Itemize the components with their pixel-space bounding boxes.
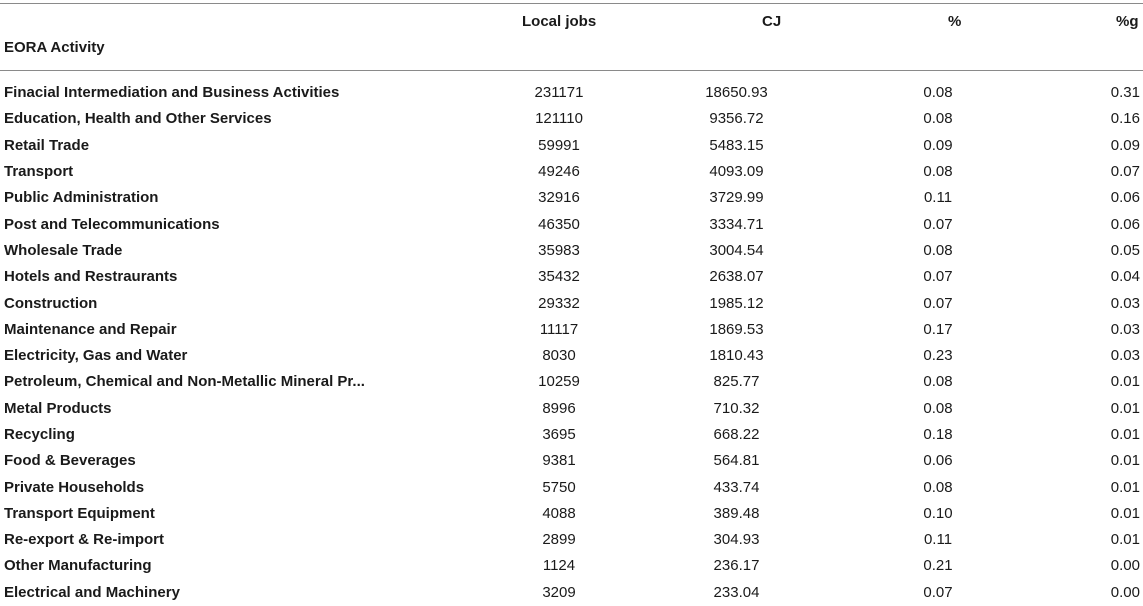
cell-percent: 0.08 bbox=[923, 399, 953, 417]
cell-cj: 1810.43 bbox=[709, 347, 764, 365]
cell-activity: Hotels and Restraurants bbox=[4, 268, 178, 286]
cell-activity: Re-export & Re-import bbox=[4, 531, 165, 549]
cell-cj: 2638.07 bbox=[709, 268, 764, 286]
cell-cj: 389.48 bbox=[713, 504, 760, 522]
cell-percent: 0.11 bbox=[923, 531, 953, 549]
cell-cj: 710.32 bbox=[713, 399, 760, 417]
cell-cj: 9356.72 bbox=[709, 110, 764, 128]
cell-percent: 0.23 bbox=[923, 347, 953, 365]
header-percent-g: %g bbox=[1116, 13, 1139, 30]
cell-local-jobs: 4088 bbox=[542, 504, 576, 522]
header-eora-activity: EORA Activity bbox=[4, 39, 105, 56]
cell-percent: 0.09 bbox=[923, 136, 953, 154]
cell-percent: 0.18 bbox=[923, 426, 953, 443]
table-row bbox=[0, 448, 1143, 474]
cell-percent: 0.07 bbox=[923, 294, 953, 312]
table-row bbox=[0, 80, 1143, 106]
cell-cj: 4093.09 bbox=[709, 163, 764, 181]
cell-percent: 0.08 bbox=[923, 84, 953, 102]
cell-percent-g: 0.31 bbox=[1110, 84, 1140, 102]
table-row bbox=[0, 133, 1143, 159]
cell-percent-g: 0.05 bbox=[1110, 241, 1140, 259]
cell-cj: 18650.93 bbox=[705, 84, 768, 102]
table-row bbox=[0, 580, 1143, 606]
cell-local-jobs: 11117 bbox=[539, 320, 579, 338]
table-row bbox=[0, 106, 1143, 132]
table-row bbox=[0, 290, 1143, 316]
cell-percent: 0.11 bbox=[923, 189, 953, 207]
cell-percent-g: 0.06 bbox=[1110, 189, 1140, 207]
cell-local-jobs: 3209 bbox=[542, 583, 576, 601]
cell-activity: Recycling bbox=[4, 426, 75, 443]
cell-percent-g: 0.04 bbox=[1110, 268, 1140, 286]
cell-cj: 233.04 bbox=[713, 583, 760, 601]
cell-cj: 5483.15 bbox=[709, 136, 764, 154]
cell-percent-g: 0.01 bbox=[1110, 478, 1140, 496]
cell-percent-g: 0.01 bbox=[1110, 504, 1140, 522]
cell-cj: 236.17 bbox=[713, 557, 760, 575]
cell-percent: 0.08 bbox=[923, 241, 953, 259]
table-row bbox=[0, 553, 1143, 579]
cell-activity: Retail Trade bbox=[4, 136, 90, 154]
table-row bbox=[0, 238, 1143, 264]
cell-activity: Metal Products bbox=[4, 399, 112, 417]
cell-percent-g: 0.00 bbox=[1110, 557, 1140, 575]
cell-cj: 3729.99 bbox=[709, 189, 764, 207]
cell-local-jobs: 10259 bbox=[538, 373, 580, 391]
cell-activity: Petroleum, Chemical and Non-Metallic Mineral Pr... bbox=[4, 373, 365, 391]
cell-activity: Post and Telecommunications bbox=[4, 215, 220, 233]
cell-percent-g: 0.07 bbox=[1110, 163, 1140, 181]
table-row bbox=[0, 317, 1143, 343]
cell-local-jobs: 3695 bbox=[542, 426, 576, 443]
cell-percent: 0.08 bbox=[923, 110, 953, 128]
cell-percent-g: 0.03 bbox=[1110, 347, 1140, 365]
table-row bbox=[0, 369, 1143, 395]
cell-percent: 0.07 bbox=[923, 215, 953, 233]
cell-percent: 0.21 bbox=[923, 557, 953, 575]
table-row bbox=[0, 422, 1143, 448]
cell-activity: Maintenance and Repair bbox=[4, 320, 177, 338]
cell-activity: Finacial Intermediation and Business Activities bbox=[4, 84, 340, 102]
header-cj: CJ bbox=[762, 13, 782, 30]
table-body bbox=[0, 80, 1143, 606]
cell-local-jobs: 35432 bbox=[538, 268, 580, 286]
cell-percent: 0.10 bbox=[923, 504, 953, 522]
cell-cj: 1869.53 bbox=[709, 320, 764, 338]
cell-activity: Public Administration bbox=[4, 189, 159, 207]
cell-activity: Transport bbox=[4, 163, 74, 181]
cell-activity: Private Households bbox=[4, 478, 145, 496]
cell-percent-g: 0.01 bbox=[1110, 531, 1140, 549]
cell-local-jobs: 32916 bbox=[538, 189, 580, 207]
cell-percent: 0.08 bbox=[923, 163, 953, 181]
cell-activity: Construction bbox=[4, 294, 98, 312]
cell-cj: 825.77 bbox=[713, 373, 760, 391]
cell-percent: 0.08 bbox=[923, 373, 953, 391]
cell-percent-g: 0.00 bbox=[1110, 583, 1140, 601]
cell-percent: 0.08 bbox=[923, 478, 953, 496]
top-rule bbox=[0, 3, 1143, 4]
cell-cj: 433.74 bbox=[713, 478, 760, 496]
cell-percent-g: 0.06 bbox=[1110, 215, 1140, 233]
cell-local-jobs: 2899 bbox=[542, 531, 576, 549]
cell-percent: 0.07 bbox=[923, 268, 953, 286]
cell-cj: 1985.12 bbox=[709, 294, 764, 312]
cell-cj: 3334.71 bbox=[709, 215, 764, 233]
cell-activity: Electrical and Machinery bbox=[4, 583, 180, 601]
cell-local-jobs: 5750 bbox=[542, 478, 576, 496]
data-table bbox=[0, 80, 1143, 606]
cell-local-jobs: 8996 bbox=[542, 399, 576, 417]
cell-local-jobs: 29332 bbox=[538, 294, 580, 312]
cell-percent-g: 0.03 bbox=[1110, 294, 1140, 312]
cell-percent: 0.06 bbox=[923, 452, 953, 470]
table-row bbox=[0, 185, 1143, 211]
cell-percent-g: 0.01 bbox=[1110, 373, 1140, 391]
cell-percent-g: 0.03 bbox=[1110, 320, 1140, 338]
table-row bbox=[0, 474, 1143, 500]
cell-local-jobs: 8030 bbox=[542, 347, 576, 365]
cell-local-jobs: 9381 bbox=[542, 452, 576, 470]
header-local-jobs: Local jobs bbox=[522, 13, 597, 30]
cell-local-jobs: 231171 bbox=[534, 84, 584, 102]
cell-activity: Other Manufacturing bbox=[4, 557, 152, 575]
table-row bbox=[0, 264, 1143, 290]
cell-local-jobs: 49246 bbox=[538, 163, 580, 181]
table-row bbox=[0, 211, 1143, 237]
table-row bbox=[0, 527, 1143, 553]
cell-activity: Transport Equipment bbox=[4, 504, 155, 522]
table-row bbox=[0, 396, 1143, 422]
cell-cj: 304.93 bbox=[713, 531, 760, 549]
cell-percent-g: 0.09 bbox=[1110, 136, 1140, 154]
table-row bbox=[0, 343, 1143, 369]
cell-local-jobs: 46350 bbox=[538, 215, 580, 233]
header-rule bbox=[0, 70, 1143, 71]
cell-activity: Education, Health and Other Services bbox=[4, 110, 272, 128]
cell-cj: 3004.54 bbox=[709, 241, 764, 259]
cell-activity: Electricity, Gas and Water bbox=[4, 347, 188, 365]
cell-activity: Wholesale Trade bbox=[4, 241, 123, 259]
cell-activity: Food & Beverages bbox=[4, 452, 136, 470]
cell-percent: 0.17 bbox=[923, 320, 953, 338]
cell-cj: 668.22 bbox=[713, 426, 760, 443]
cell-percent-g: 0.01 bbox=[1110, 452, 1140, 470]
cell-local-jobs: 35983 bbox=[538, 241, 580, 259]
cell-percent-g: 0.01 bbox=[1110, 426, 1140, 443]
cell-local-jobs: 121110 bbox=[535, 110, 583, 128]
cell-cj: 564.81 bbox=[713, 452, 760, 470]
table-row bbox=[0, 159, 1143, 185]
cell-local-jobs: 59991 bbox=[538, 136, 580, 154]
cell-local-jobs: 1124 bbox=[542, 557, 576, 575]
cell-percent-g: 0.01 bbox=[1110, 399, 1140, 417]
cell-percent-g: 0.16 bbox=[1110, 110, 1140, 128]
table-row bbox=[0, 501, 1143, 527]
cell-percent: 0.07 bbox=[923, 583, 953, 601]
header-percent: % bbox=[948, 13, 962, 30]
